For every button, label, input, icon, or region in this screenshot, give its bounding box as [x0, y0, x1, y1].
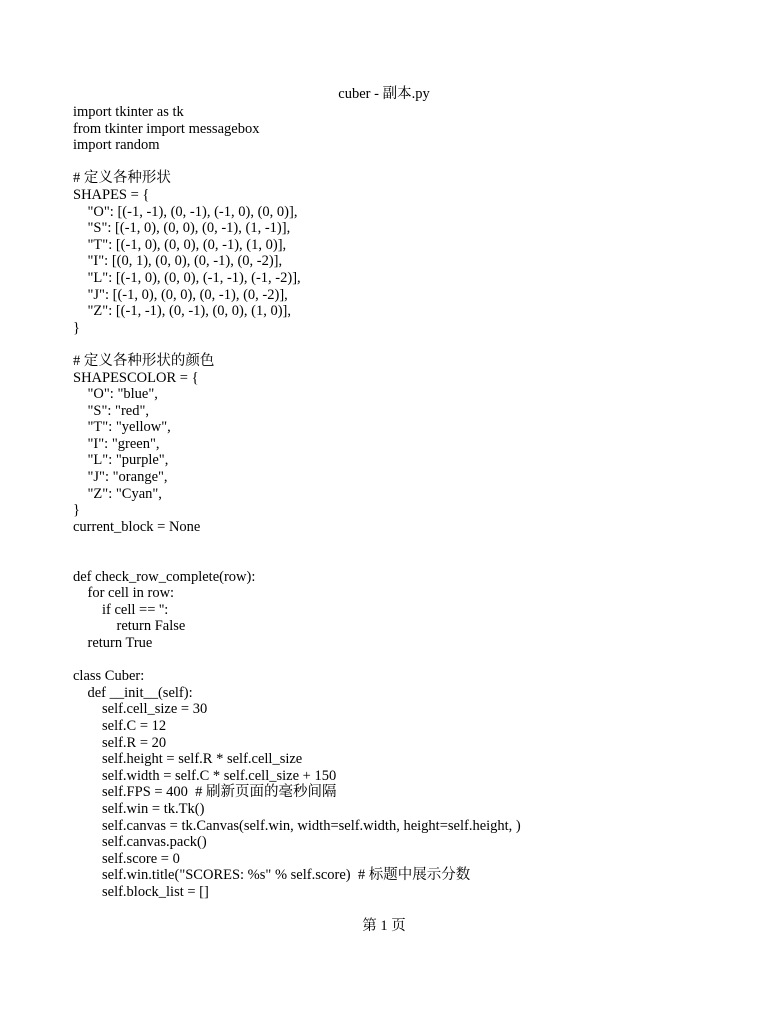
code-line: "L": [(-1, 0), (0, 0), (-1, -1), (-1, -2)],	[73, 269, 301, 286]
code-line: "J": "orange",	[73, 469, 168, 486]
code-line: import random	[73, 137, 160, 154]
code-line: self.score = 0	[73, 850, 180, 867]
code-line: self.width = self.C * self.cell_size + 150	[73, 767, 337, 784]
code-line: return False	[73, 618, 186, 635]
code-line: self.win = tk.Tk()	[73, 800, 205, 817]
code-line: "J": [(-1, 0), (0, 0), (0, -1), (0, -2)],	[73, 286, 288, 303]
code-line: self.canvas.pack()	[73, 834, 207, 851]
code-line: def check_row_complete(row):	[73, 568, 256, 585]
code-line: current_block = None	[73, 518, 201, 535]
code-line: for cell in row:	[73, 585, 175, 602]
code-line: self.R = 20	[73, 734, 167, 751]
code-line: self.win.title("SCORES: %s" % self.score) # 标题中展示分数	[73, 867, 471, 884]
code-line: def __init__(self):	[73, 684, 193, 701]
code-line: self.FPS = 400 # 刷新页面的毫秒间隔	[73, 784, 337, 801]
code-line: "S": "red",	[73, 402, 150, 419]
code-line: # 定义各种形状	[73, 170, 171, 187]
code-line: "T": [(-1, 0), (0, 0), (0, -1), (1, 0)],	[73, 236, 287, 253]
code-line	[73, 652, 753, 669]
code-line: "Z": [(-1, -1), (0, -1), (0, 0), (1, 0)],	[73, 303, 291, 320]
code-line	[73, 154, 753, 171]
code-line: "Z": "Cyan",	[73, 485, 162, 502]
code-line: SHAPES = {	[73, 186, 150, 203]
page-number: 第 1 页	[362, 918, 406, 934]
code-line: SHAPESCOLOR = {	[73, 369, 199, 386]
code-line: # 定义各种形状的颜色	[73, 352, 215, 369]
code-line: "O": "blue",	[73, 386, 158, 403]
code-line: "S": [(-1, 0), (0, 0), (0, -1), (1, -1)],	[73, 220, 291, 237]
code-line: "I": [(0, 1), (0, 0), (0, -1), (0, -2)],	[73, 253, 283, 270]
code-line: }	[73, 319, 80, 336]
code-line: self.cell_size = 30	[73, 701, 208, 718]
code-line: "T": "yellow",	[73, 419, 171, 436]
code-listing	[73, 104, 753, 901]
code-line: from tkinter import messagebox	[73, 120, 260, 137]
code-line: return True	[73, 635, 153, 651]
code-line: "I": "green",	[73, 435, 160, 452]
code-line: class Cuber:	[73, 668, 145, 685]
document-title: cuber - 副本.py	[338, 86, 430, 102]
code-line: import tkinter as tk	[73, 104, 184, 120]
code-line: self.height = self.R * self.cell_size	[73, 751, 303, 768]
code-line: self.canvas = tk.Canvas(self.win, width=self.width, height=self.height, )	[73, 817, 521, 834]
code-line: "L": "purple",	[73, 452, 169, 469]
code-line: if cell == '':	[73, 601, 169, 618]
code-line	[73, 552, 753, 569]
code-line: }	[73, 502, 80, 519]
code-line: "O": [(-1, -1), (0, -1), (-1, 0), (0, 0)],	[73, 203, 298, 220]
code-line	[73, 336, 753, 353]
code-line	[73, 535, 753, 552]
code-line: self.block_list = []	[73, 883, 209, 900]
code-line: self.C = 12	[73, 717, 167, 734]
